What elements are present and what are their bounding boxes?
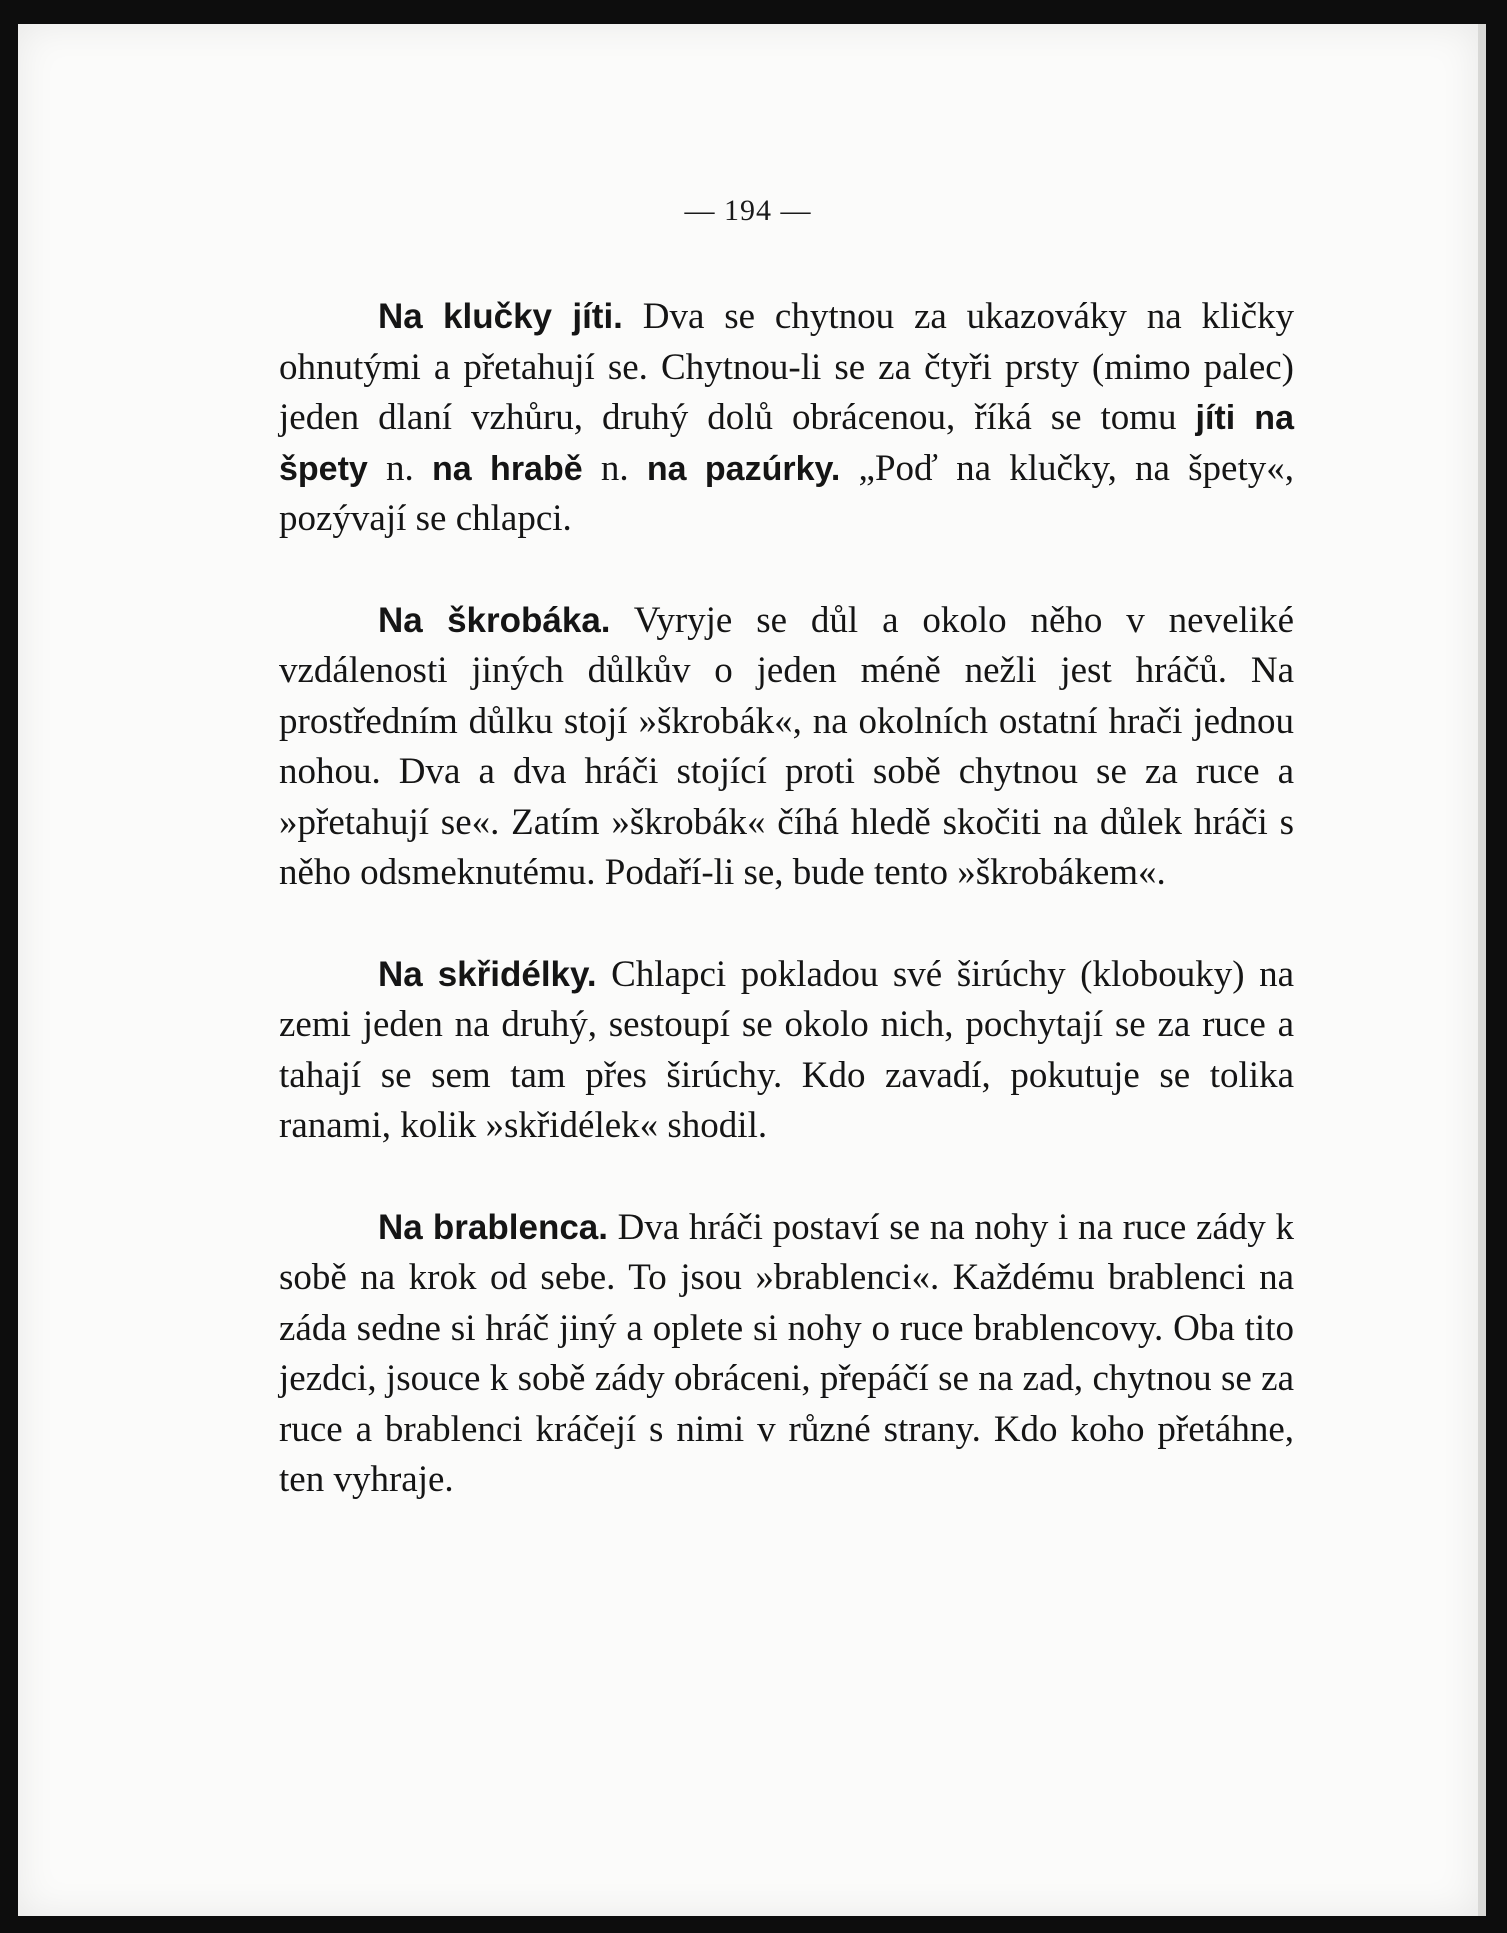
text-run: n. <box>367 447 432 489</box>
page-body <box>279 292 1294 1506</box>
page-edge-shadow <box>1478 24 1486 1916</box>
paragraph-na-klucky <box>279 292 1294 545</box>
page-number: — 194 — <box>684 194 812 227</box>
text-run: n. <box>582 447 647 489</box>
book-page <box>18 24 1478 1916</box>
paragraph-na-skrobaka <box>279 596 1294 899</box>
entry-term: Na škrobáka. <box>378 600 611 640</box>
paragraph-na-brablenca <box>279 1203 1294 1506</box>
paragraph-na-skridelky <box>279 950 1294 1152</box>
bold-run: na hrabě <box>431 449 583 488</box>
entry-term: Na klučky jíti. <box>378 297 623 336</box>
text-run: „Poď na klučky, na špety«, pozývají se chlapci. <box>279 447 1294 539</box>
entry-term: Na brablenca. <box>378 1207 608 1247</box>
entry-term: Na skřidélky. <box>378 954 597 994</box>
bold-run: na pazúrky. <box>646 449 841 488</box>
bold-run: jíti na špety <box>279 399 1294 488</box>
text-run: Vyryje se důl a okolo něho v neveliké vzdálenosti jiných důlkův o jeden méně nežli jest hráčů. Na prostředním důlku stojí »škrobák«, na okolních ostatní hrači jednou nohou. Dva a dva hráči stojící proti sobě chytnou se za ruce a »přetahují se«. Zatím »škrobák« číhá hledě skočiti na důlek hráči s něho odsmeknutému. Podaří-li se, bude tento »škrobákem«. <box>279 599 1294 893</box>
text-run: Chlapci pokladou své širúchy (klobouky) na zemi jeden na druhý, sestoupí se okolo nich, pochytají se za ruce a tahají se sem tam přes širúchy. Kdo zavadí, pokutuje se tolika ranami, kolik »skřidélek« shodil. <box>279 953 1294 1146</box>
text-run: Dva se chytnou za ukazováky na kličky ohnutými a přetahují se. Chytnou-li se za čtyři prsty (mimo palec) jeden dlaní vzhůru, druhý dolů obrácenou, říká se tomu <box>279 296 1294 438</box>
text-run: Dva hráči postaví se na nohy i na ruce zády k sobě na krok od sebe. To jsou »brablenci«. Každému brablenci na záda sedne si hráč jiný a oplete si nohy o ruce brablencovy. Oba tito jezdci, jsouce k sobě zády obráceni, přepáčí se na zad, chytnou se za ruce a brablenci kráčejí s nimi v různé strany. Kdo koho přetáhne, ten vyhraje. <box>279 1206 1294 1500</box>
